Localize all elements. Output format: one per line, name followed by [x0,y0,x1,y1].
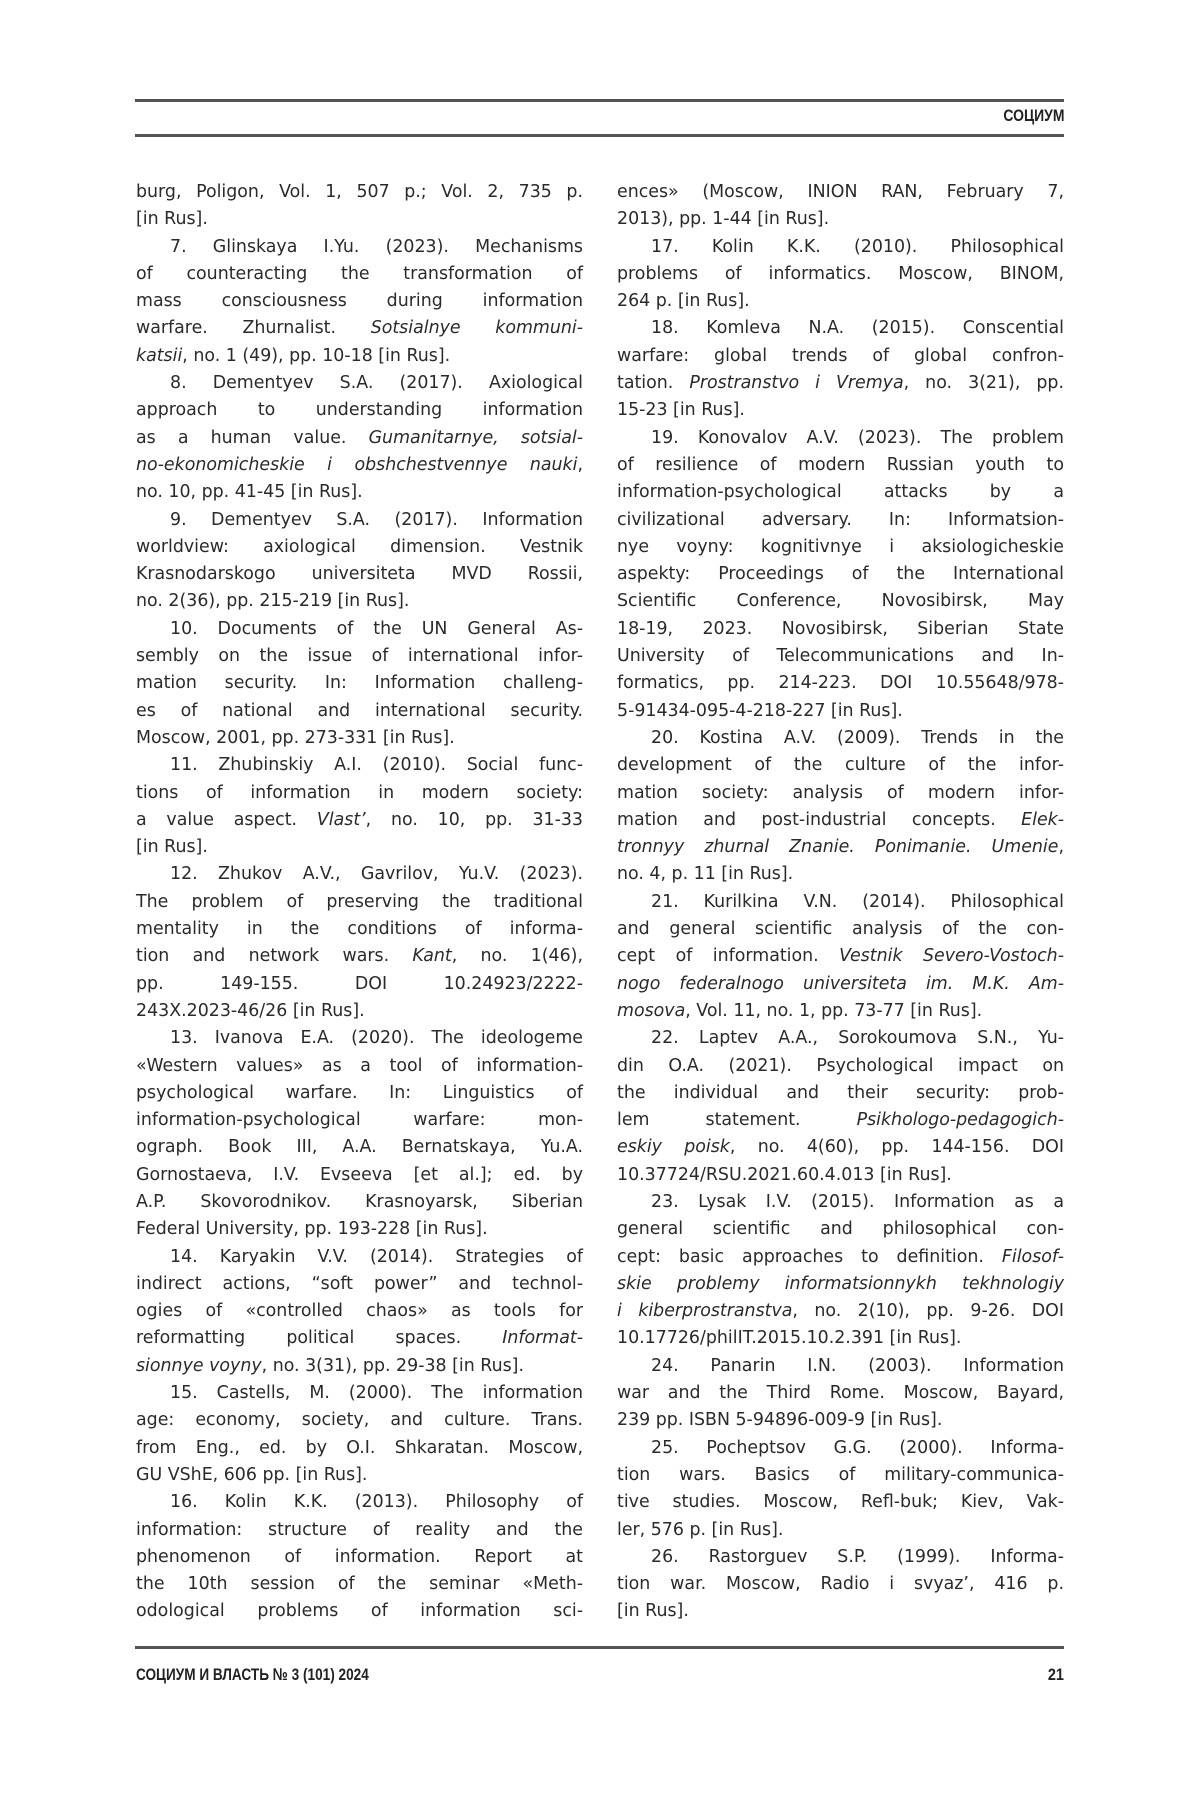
reference-text: «Western values» as a tool of information- [136,1056,583,1076]
reference-text: 18. Komleva N.A. (2015). Conscential [651,318,1064,338]
reference-line [136,534,583,561]
reference-line [136,1216,583,1243]
reference-entry-start-line [136,616,583,643]
reference-italic-title: mosova [617,1001,685,1021]
reference-text: pp. 149-155. DOI 10.24923/2222- [136,974,583,994]
reference-entry-start-line [136,861,583,888]
reference-entry-start-line [136,370,583,397]
reference-line [136,1189,583,1216]
reference-line [617,452,1064,479]
reference-text: 20. Kostina A.V. (2009). Trends in the [651,728,1064,748]
reference-text: tions of information in modern society: [136,783,583,803]
reference-line [617,643,1064,670]
reference-text: , no. 1 (49), pp. 10-18 [in Rus]. [182,346,450,366]
reference-line [617,670,1064,697]
reference-text: Krasnodarskogo universiteta MVD Rossii, [136,564,583,584]
reference-line [136,1544,583,1571]
reference-text: 23. Lysak I.V. (2015). Information as a [651,1192,1064,1212]
reference-text: Federal University, pp. 193-228 [in Rus]. [136,1219,488,1239]
reference-italic-title: Kant [412,946,451,966]
reference-text: 14. Karyakin V.V. (2014). Strategies of [170,1247,583,1267]
reference-text: 239 pp. ISBN 5-94896-009-9 [in Rus]. [617,1410,942,1430]
page-number: 21 [1048,1665,1064,1685]
reference-line [617,616,1064,643]
reference-text: aspekty: Proceedings of the International [617,564,1064,584]
reference-line [136,561,583,588]
reference-text: , [577,455,583,475]
reference-text: 5-91434-095-4-218-227 [in Rus]. [617,701,903,721]
header-rule-bottom [135,134,1064,137]
reference-text: 19. Konovalov A.V. (2023). The problem [651,428,1064,448]
reference-text: of resilience of modern Russian youth to [617,455,1064,475]
reference-line [136,1134,583,1161]
reference-text: 25. Pocheptsov G.G. (2000). Informa- [651,1438,1064,1458]
reference-line [617,834,1064,861]
reference-text: 13. Ivanova E.A. (2020). The ideologeme [170,1028,583,1048]
reference-line [617,343,1064,370]
reference-text: A.P. Skovorodnikov. Krasnoyarsk, Siberian [136,1192,583,1212]
reference-entry-start-line [617,1025,1064,1052]
reference-entry-start-line [136,752,583,779]
reference-entry-start-line [617,1189,1064,1216]
references-column-right [617,179,1064,1626]
reference-line [136,315,583,342]
reference-text: psychological warfare. In: Linguistics of [136,1083,583,1103]
reference-line [617,1244,1064,1271]
reference-line [136,998,583,1025]
reference-text: phenomenon of information. Report at [136,1547,583,1567]
reference-text: problems of informatics. Moscow, BINOM, [617,264,1064,284]
reference-line [136,916,583,943]
reference-text: 8. Dementyev S.A. (2017). Axiological [170,373,583,393]
reference-text: war and the Third Rome. Moscow, Bayard, [617,1383,1064,1403]
reference-line [136,1462,583,1489]
reference-line [617,943,1064,970]
reference-text: cept of information. [617,946,839,966]
footer-rule [135,1646,1064,1649]
reference-line [136,1407,583,1434]
reference-text: ogies of «controlled chaos» as tools for [136,1301,583,1321]
reference-text: 16. Kolin K.K. (2013). Philosophy of [170,1492,583,1512]
reference-text: odological problems of information sci- [136,1601,583,1621]
reference-text: formatics, pp. 214-223. DOI 10.55648/978- [617,673,1064,693]
reference-text: mation security. In: Information challeng- [136,673,583,693]
reference-entry-start-line [617,425,1064,452]
reference-line [617,752,1064,779]
reference-text: , [1058,837,1064,857]
reference-text: Gornostaeva, I.V. Evseeva [et al.]; ed. by [136,1165,583,1185]
references-column-left [136,179,583,1626]
header-rule-top [135,99,1064,102]
reference-line [136,1298,583,1325]
reference-line [617,479,1064,506]
reference-text: the individual and their security: prob- [617,1083,1064,1103]
reference-text: , no. 3(31), pp. 29-38 [in Rus]. [262,1356,524,1376]
reference-line [617,1080,1064,1107]
reference-text: GU VShE, 606 pp. [in Rus]. [136,1465,367,1485]
reference-line [617,1107,1064,1134]
reference-line [136,1353,583,1380]
reference-text: of counteracting the transformation of [136,264,583,284]
reference-italic-title: sionnye voyny [136,1356,262,1376]
reference-text: The problem of preserving the traditional [136,892,583,912]
reference-italic-title: i kiberprostranstva [617,1301,792,1321]
reference-text: nye voyny: kognitivnye i aksiologicheskie [617,537,1064,557]
reference-line [617,561,1064,588]
reference-text: mation society: analysis of modern infor- [617,783,1064,803]
reference-text: University of Telecommunications and In- [617,646,1064,666]
reference-line [136,1435,583,1462]
reference-text: din O.A. (2021). Psychological impact on [617,1056,1064,1076]
reference-text: age: economy, society, and culture. Trans. [136,1410,583,1430]
reference-text: 7. Glinskaya I.Yu. (2023). Mechanisms [170,237,583,257]
reference-text: 10.37724/RSU.2021.60.4.013 [in Rus]. [617,1165,952,1185]
reference-line [136,725,583,752]
reference-line [136,343,583,370]
reference-line [617,861,1064,888]
reference-text: burg, Poligon, Vol. 1, 507 p.; Vol. 2, 735 p. [136,182,583,202]
reference-line [136,698,583,725]
reference-line [136,643,583,670]
reference-line [136,780,583,807]
reference-line [136,206,583,233]
reference-text: ograph. Book III, A.A. Bernatskaya, Yu.A. [136,1137,583,1157]
reference-text: 18-19, 2023. Novosibirsk, Siberian State [617,619,1064,639]
reference-text: and general scientific analysis of the con- [617,919,1064,939]
reference-line [617,206,1064,233]
reference-text: es of national and international security. [136,701,583,721]
reference-italic-title: eskiy poisk [617,1137,730,1157]
reference-line [617,1271,1064,1298]
reference-entry-start-line [136,507,583,534]
reference-text: no. 4, p. 11 [in Rus]. [617,864,793,884]
reference-italic-title: no-ekonomicheskie i obshchestvennye nauki [136,455,577,475]
reference-entry-start-line [617,315,1064,342]
reference-text: approach to understanding information [136,400,583,420]
reference-entry-start-line [136,1025,583,1052]
reference-text: ences» (Moscow, INION RAN, February 7, [617,182,1064,202]
reference-line [617,1571,1064,1598]
reference-entry-start-line [136,1380,583,1407]
reference-text: as a human value. [136,428,369,448]
reference-text: tive studies. Moscow, Refl-buk; Kiev, Vak- [617,1492,1064,1512]
reference-line [136,1325,583,1352]
reference-text: warfare: global trends of global confron- [617,346,1064,366]
reference-line [617,507,1064,534]
reference-italic-title: Elek- [1021,810,1064,830]
reference-line [617,1462,1064,1489]
reference-line [136,971,583,998]
reference-text: the 10th session of the seminar «Meth- [136,1574,583,1594]
reference-text: Moscow, 2001, pp. 273-331 [in Rus]. [136,728,455,748]
reference-italic-title: Gumanitarnye, sotsial- [369,428,583,448]
reference-text: reformatting political spaces. [136,1328,502,1348]
reference-text: 24. Panarin I.N. (2003). Information [651,1356,1064,1376]
reference-italic-title: Prostranstvo i Vremya [689,373,903,393]
reference-text: 10.17726/philIT.2015.10.2.391 [in Rus]. [617,1328,961,1348]
reference-text: tion and network wars. [136,946,412,966]
reference-line [617,261,1064,288]
reference-text: 15. Castells, M. (2000). The information [170,1383,583,1403]
reference-text: 22. Laptev A.A., Sorokoumova S.N., Yu- [651,1028,1064,1048]
reference-entry-start-line [136,1489,583,1516]
reference-italic-title: Vlast’ [317,810,366,830]
reference-entry-start-line [617,889,1064,916]
reference-text: , no. 10, pp. 31-33 [366,810,583,830]
reference-italic-title: katsii [136,346,182,366]
reference-line [136,261,583,288]
reference-line [136,179,583,206]
reference-text: Scientific Conference, Novosibirsk, May [617,591,1064,611]
reference-text: 10. Documents of the UN General As- [170,619,583,639]
reference-text: , no. 2(10), pp. 9-26. DOI [792,1301,1064,1321]
reference-line [617,1325,1064,1352]
running-header-section: СОЦИУМ [1003,106,1064,126]
reference-text: from Eng., ed. by O.I. Shkaratan. Moscow, [136,1438,583,1458]
reference-italic-title: skie problemy informatsionnykh tekhnologiy [617,1274,1064,1294]
reference-entry-start-line [136,234,583,261]
reference-text: 2013), pp. 1-44 [in Rus]. [617,209,829,229]
reference-line [136,834,583,861]
reference-text: 243X.2023-46/26 [in Rus]. [136,1001,365,1021]
reference-text: warfare. Zhurnalist. [136,318,371,338]
reference-line [136,1571,583,1598]
reference-line [136,452,583,479]
reference-line [617,916,1064,943]
reference-line [136,670,583,697]
reference-line [136,807,583,834]
reference-text: no. 10, pp. 41-45 [in Rus]. [136,482,363,502]
reference-text: a value aspect. [136,810,317,830]
reference-text: mentality in the conditions of informa- [136,919,583,939]
reference-text: , no. 3(21), pp. [904,373,1064,393]
reference-line [617,179,1064,206]
reference-line [617,1407,1064,1434]
reference-text: mass consciousness during information [136,291,583,311]
reference-line [617,698,1064,725]
reference-italic-title: nogo federalnogo universiteta im. M.K. Am- [617,974,1064,994]
reference-line [136,1107,583,1134]
reference-entry-start-line [617,1544,1064,1571]
reference-text: 9. Dementyev S.A. (2017). Information [170,510,583,530]
reference-text: indirect actions, “soft power” and technol- [136,1274,583,1294]
reference-line [617,534,1064,561]
reference-line [617,397,1064,424]
reference-text: 17. Kolin K.K. (2010). Philosophical [651,237,1064,257]
reference-italic-title: Sotsialnye kommuni- [371,318,583,338]
reference-line [617,1298,1064,1325]
reference-line [617,807,1064,834]
reference-line [617,1053,1064,1080]
reference-text: general scientific and philosophical con- [617,1219,1064,1239]
reference-text: lem statement. [617,1110,857,1130]
reference-text: 264 p. [in Rus]. [617,291,750,311]
reference-text: tion wars. Basics of military-communica- [617,1465,1064,1485]
reference-text: development of the culture of the infor- [617,755,1064,775]
reference-text: worldview: axiological dimension. Vestnik [136,537,583,557]
reference-line [617,1517,1064,1544]
reference-text: 15-23 [in Rus]. [617,400,745,420]
reference-entry-start-line [617,1435,1064,1462]
reference-italic-title: Vestnik Severo-Vostoch- [839,946,1064,966]
reference-italic-title: Filosof- [1002,1247,1064,1267]
reference-line [617,1162,1064,1189]
reference-line [617,780,1064,807]
reference-entry-start-line [617,1353,1064,1380]
reference-text: [in Rus]. [136,837,208,857]
reference-line [136,1162,583,1189]
reference-text: civilizational adversary. In: Informatsion- [617,510,1064,530]
reference-line [136,397,583,424]
reference-line [617,1380,1064,1407]
reference-text: ler, 576 p. [in Rus]. [617,1520,783,1540]
reference-text: , no. 4(60), pp. 144-156. DOI [730,1137,1064,1157]
reference-line [617,998,1064,1025]
reference-line [136,1080,583,1107]
reference-line [617,1489,1064,1516]
reference-line [617,288,1064,315]
reference-line [617,1598,1064,1625]
reference-line [136,1598,583,1625]
reference-text: [in Rus]. [617,1601,689,1621]
reference-line [136,943,583,970]
reference-text: sembly on the issue of international infor- [136,646,583,666]
reference-line [617,971,1064,998]
reference-italic-title: Psikhologo-pedagogich- [857,1110,1064,1130]
reference-line [136,588,583,615]
reference-entry-start-line [136,1244,583,1271]
reference-line [617,1216,1064,1243]
reference-text: tion war. Moscow, Radio i svyaz’, 416 p. [617,1574,1064,1594]
reference-text: , no. 1(46), [452,946,583,966]
reference-text: information-psychological attacks by a [617,482,1064,502]
reference-line [136,288,583,315]
reference-text: 26. Rastorguev S.P. (1999). Informa- [651,1547,1064,1567]
reference-line [136,1517,583,1544]
reference-text: 11. Zhubinskiy A.I. (2010). Social func- [170,755,583,775]
reference-text: mation and post-industrial concepts. [617,810,1021,830]
reference-text: information-psychological warfare: mon- [136,1110,583,1130]
reference-entry-start-line [617,234,1064,261]
reference-text: 12. Zhukov A.V., Gavrilov, Yu.V. (2023). [170,864,583,884]
reference-italic-title: tronnyy zhurnal Znanie. Ponimanie. Umenie [617,837,1058,857]
reference-line [136,889,583,916]
reference-text: [in Rus]. [136,209,208,229]
reference-text: tation. [617,373,689,393]
reference-line [136,479,583,506]
reference-line [617,370,1064,397]
reference-line [136,1271,583,1298]
reference-italic-title: Informat- [502,1328,583,1348]
reference-text: cept: basic approaches to definition. [617,1247,1002,1267]
reference-text: 21. Kurilkina V.N. (2014). Philosophical [651,892,1064,912]
footer-journal-title: СОЦИУМ И ВЛАСТЬ № 3 (101) 2024 [136,1665,369,1685]
reference-line [136,1053,583,1080]
reference-line [136,425,583,452]
reference-line [617,1134,1064,1161]
reference-text: , Vol. 11, no. 1, pp. 73-77 [in Rus]. [685,1001,982,1021]
reference-entry-start-line [617,725,1064,752]
reference-line [617,588,1064,615]
reference-text: information: structure of reality and the [136,1520,583,1540]
reference-text: no. 2(36), pp. 215-219 [in Rus]. [136,591,409,611]
